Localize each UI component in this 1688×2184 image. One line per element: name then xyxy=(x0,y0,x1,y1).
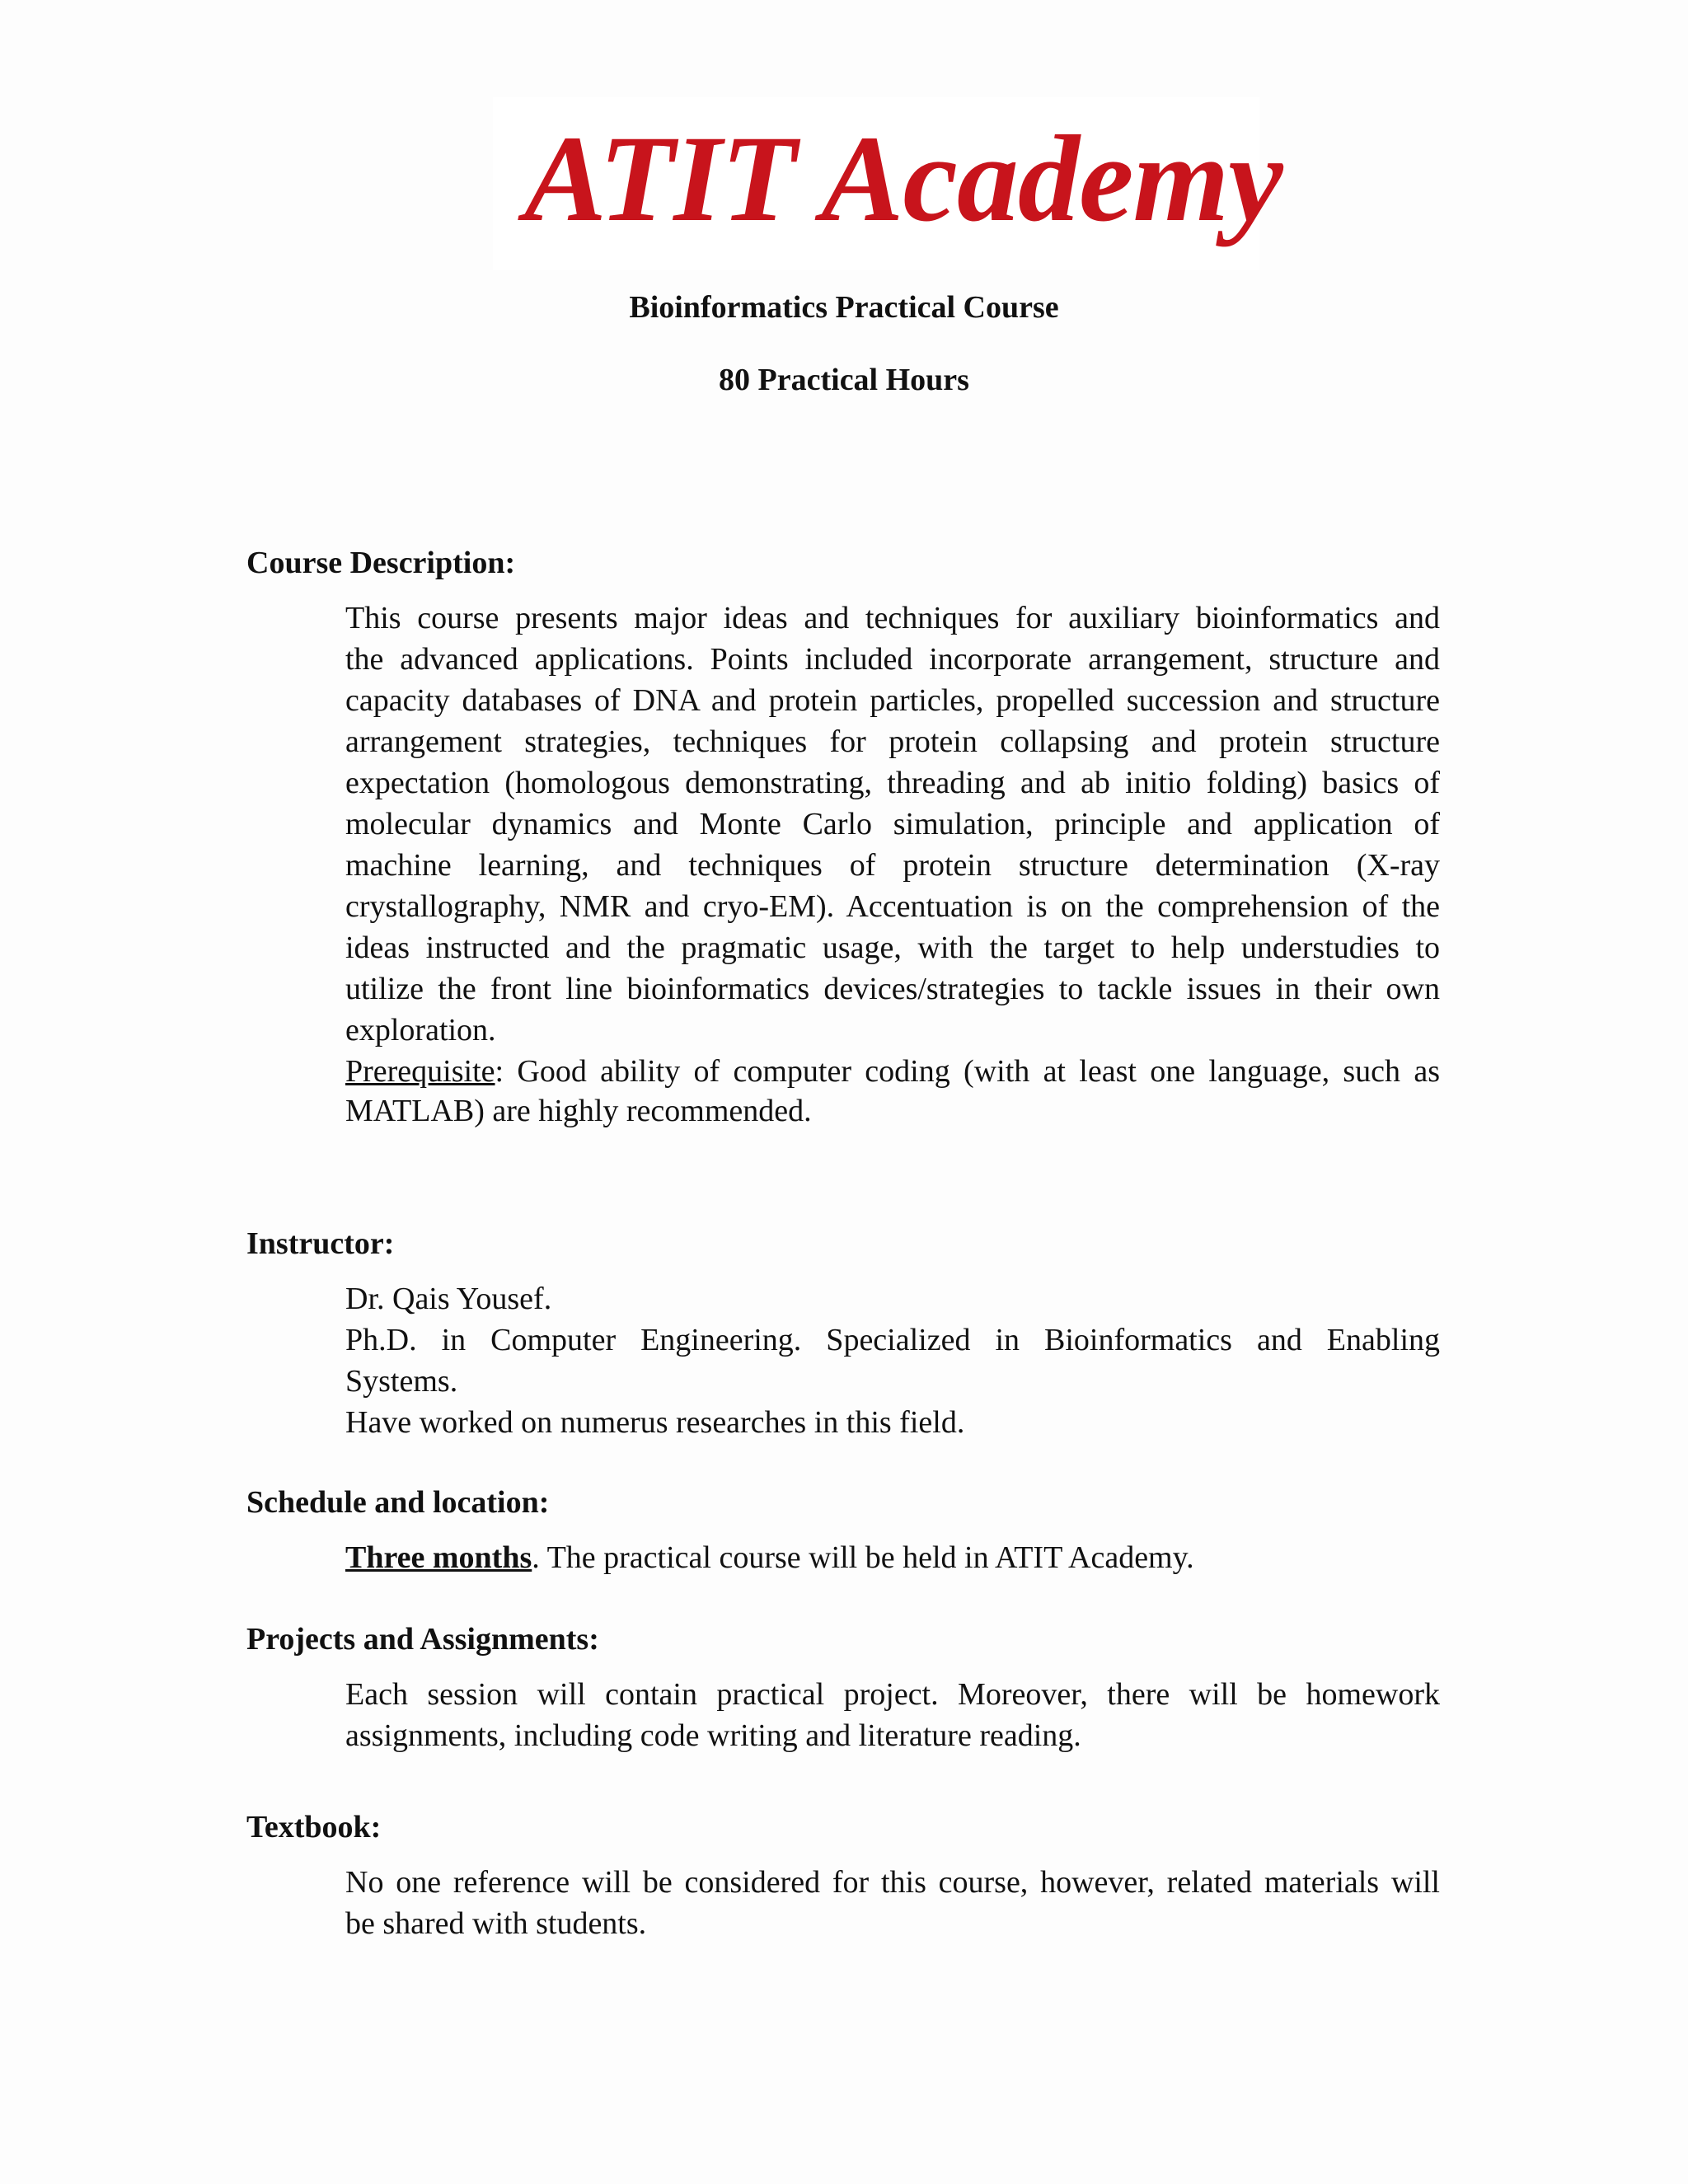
textbook-line: No one reference will be considered for this course, however, related materials will xyxy=(345,1865,1440,1900)
textbook-body xyxy=(345,1862,1440,1944)
instructor-heading: Instructor: xyxy=(246,1226,395,1261)
prerequisite-label: Prerequisite xyxy=(345,1054,495,1089)
prerequisite-text: : Good ability of computer coding (with at least one language, such as xyxy=(495,1054,1440,1089)
instructor-degree: Ph.D. in Computer Engineering. Specialized in Bioinformatics and Enabling xyxy=(345,1323,1440,1357)
schedule-heading: Schedule and location: xyxy=(246,1485,550,1520)
textbook-heading: Textbook: xyxy=(246,1810,382,1844)
course-title: Bioinformatics Practical Course xyxy=(629,290,1059,325)
description-line: utilize the front line bioinformatics devices/strategies to tackle issues in their own xyxy=(345,972,1440,1006)
prerequisite-line xyxy=(345,1051,1440,1092)
logo-text: ATIT Academy xyxy=(524,110,1282,247)
prerequisite-line-2: MATLAB) are highly recommended. xyxy=(345,1094,812,1128)
atit-academy-logo xyxy=(493,97,1282,270)
description-line: crystallography, NMR and cryo-EM). Accentuation is on the comprehension of the xyxy=(345,889,1440,924)
schedule-duration: Three months xyxy=(345,1540,532,1575)
instructor-degree-2: Systems. xyxy=(345,1364,458,1399)
description-line: expectation (homologous demonstrating, threading and ab initio folding) basics of xyxy=(345,766,1440,800)
description-line: the advanced applications. Points included incorporate arrangement, structure and xyxy=(345,642,1440,677)
instructor-experience: Have worked on numerus researches in this field. xyxy=(345,1405,965,1440)
description-body xyxy=(345,598,1440,1130)
instructor-body xyxy=(345,1278,1440,1443)
description-line: machine learning, and techniques of protein structure determination (X-ray xyxy=(345,848,1440,883)
description-line: This course presents major ideas and techniques for auxiliary bioinformatics and xyxy=(345,601,1440,635)
description-line: capacity databases of DNA and protein particles, propelled succession and structure xyxy=(345,683,1440,718)
projects-heading: Projects and Assignments: xyxy=(246,1622,599,1657)
course-hours: 80 Practical Hours xyxy=(719,363,969,397)
schedule-body xyxy=(345,1537,1440,1578)
schedule-details: . The practical course will be held in ATIT Academy. xyxy=(532,1540,1194,1575)
description-line: ideas instructed and the pragmatic usage, with the target to help understudies to xyxy=(345,930,1440,965)
description-heading: Course Description: xyxy=(246,546,516,580)
schedule-line xyxy=(345,1537,1440,1578)
description-line: molecular dynamics and Monte Carlo simulation, principle and application of xyxy=(345,807,1440,841)
description-last-line: exploration. xyxy=(345,1013,496,1047)
textbook-line-2: be shared with students. xyxy=(345,1906,647,1941)
projects-line: Each session will contain practical project. Moreover, there will be homework xyxy=(345,1677,1440,1712)
projects-line-2: assignments, including code writing and literature reading. xyxy=(345,1718,1081,1753)
instructor-name: Dr. Qais Yousef. xyxy=(345,1282,552,1316)
projects-body xyxy=(345,1674,1440,1756)
description-line: arrangement strategies, techniques for protein collapsing and protein structure xyxy=(345,724,1440,759)
